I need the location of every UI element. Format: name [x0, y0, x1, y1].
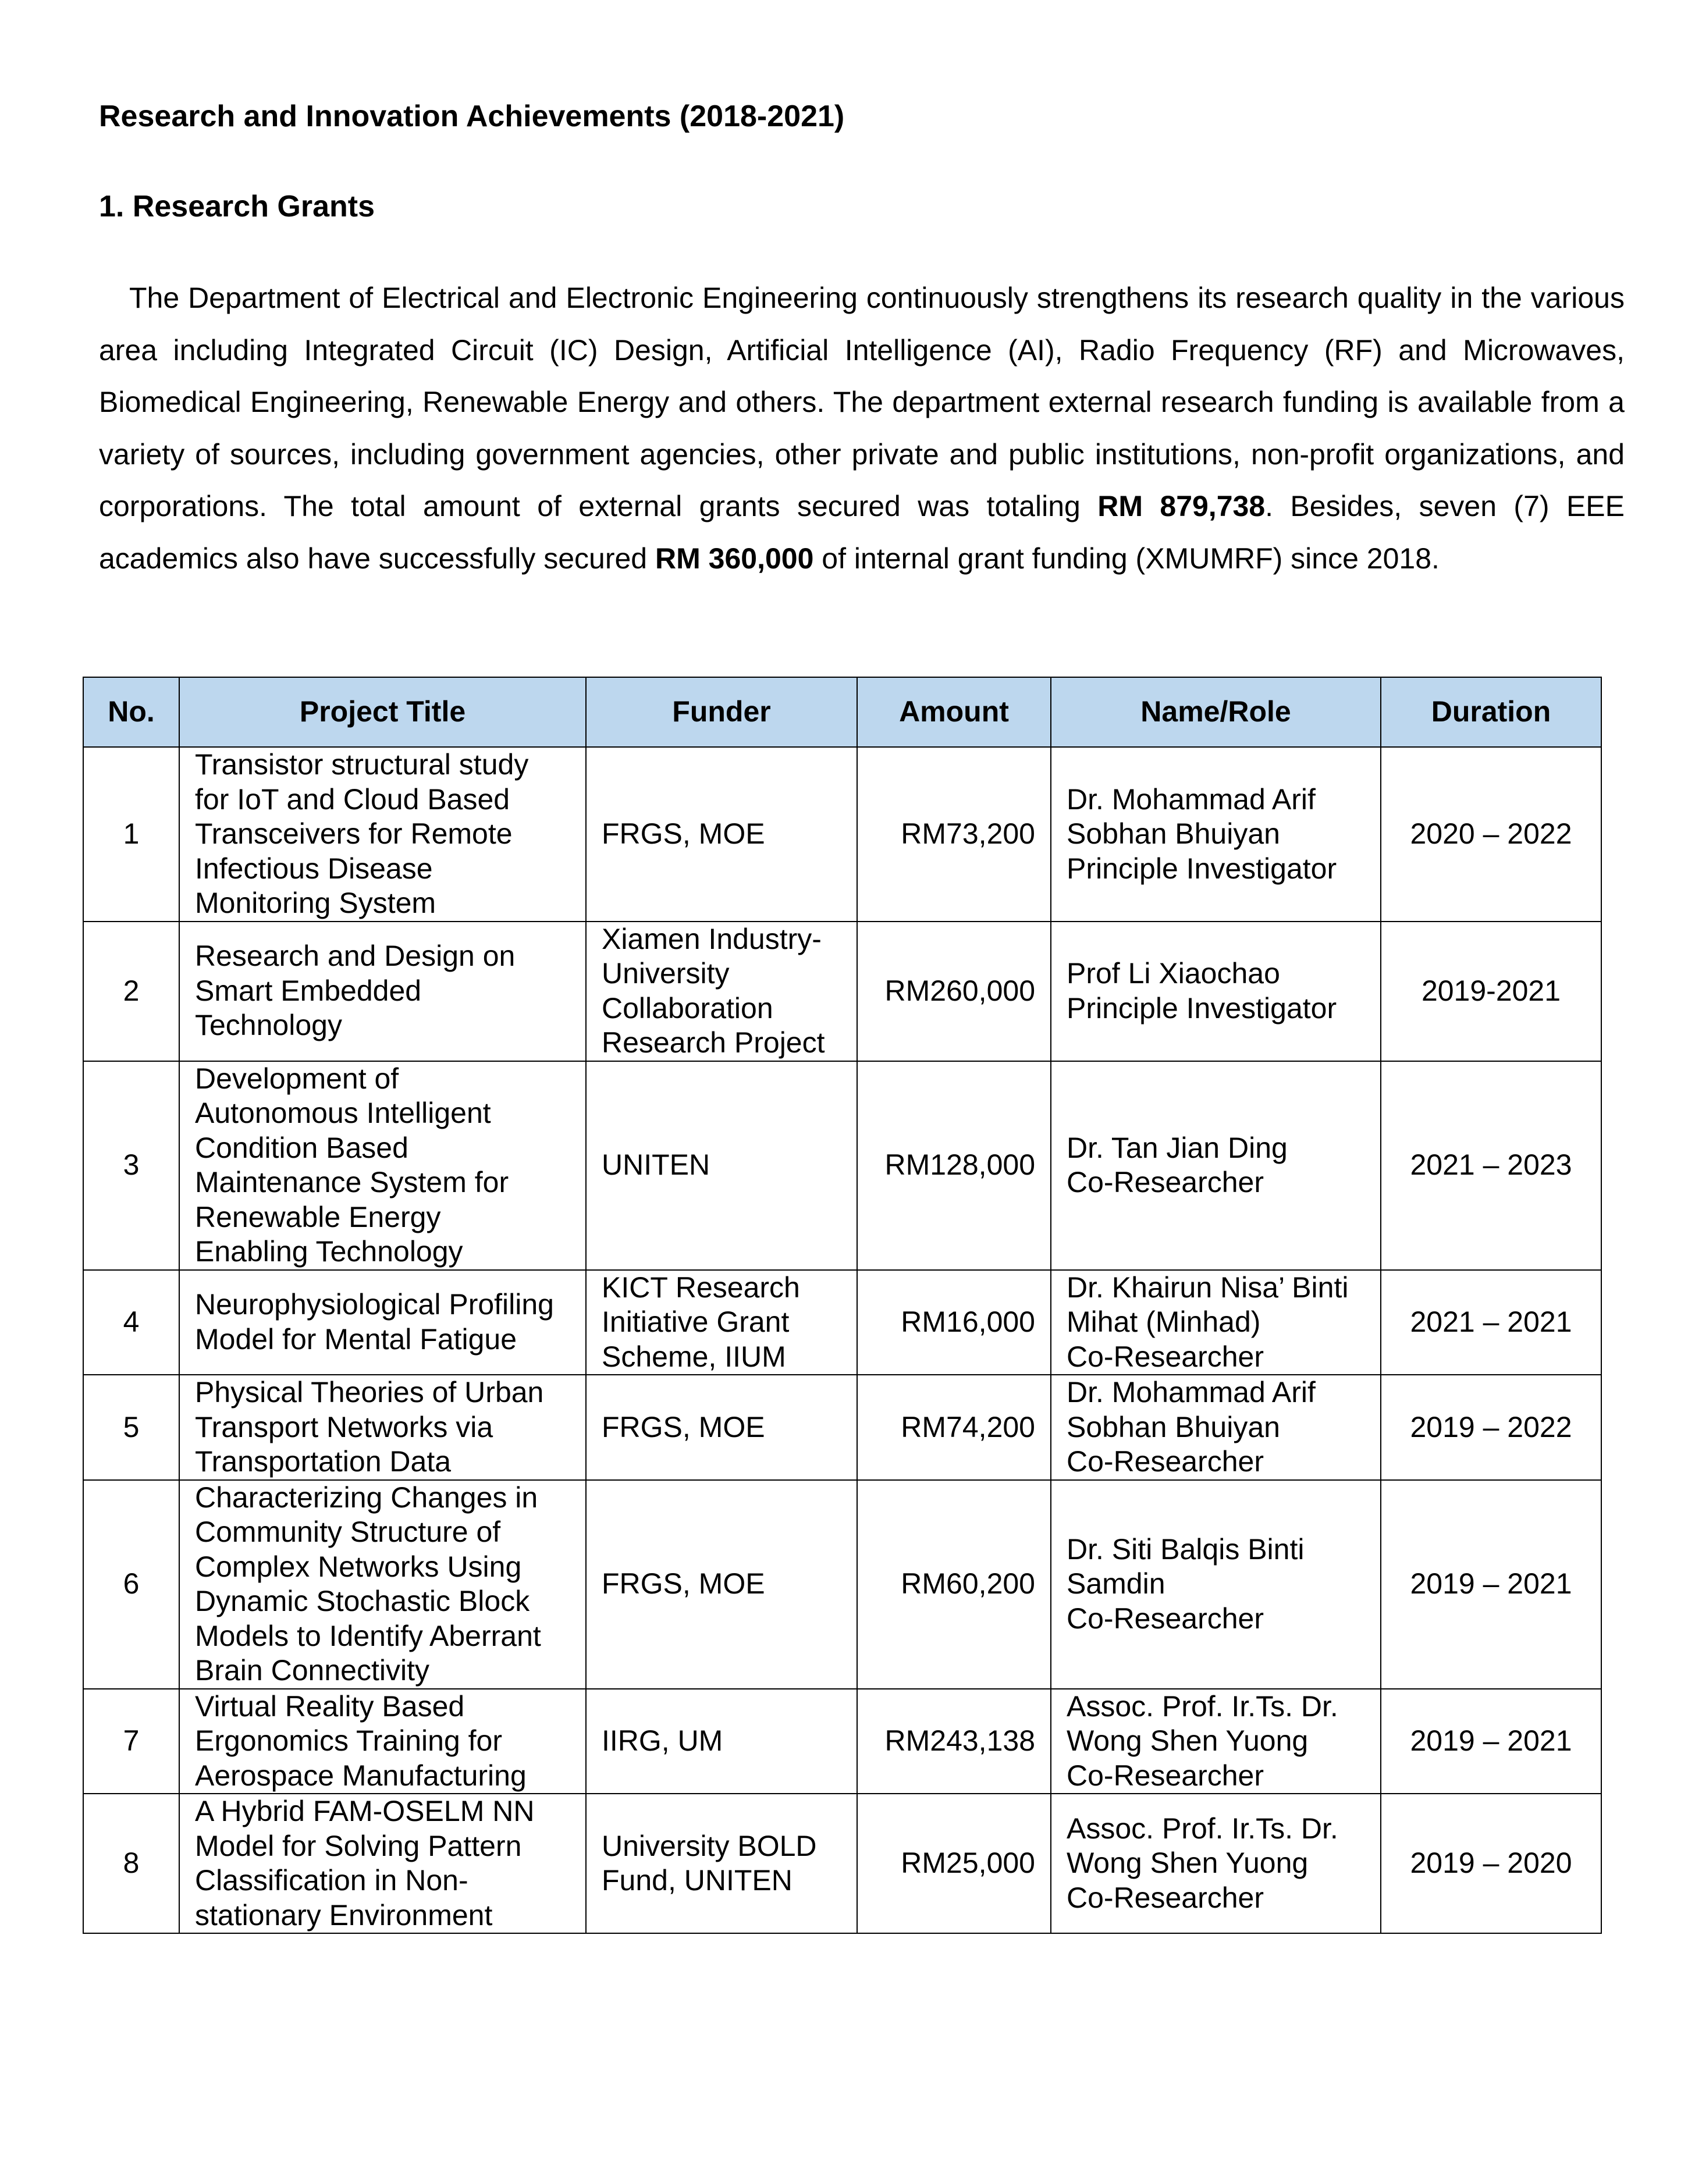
cell-amount-text: RM128,000 [884, 1148, 1035, 1182]
cell-name-role [1051, 1689, 1381, 1794]
cell-duration-text: 2019 – 2021 [1410, 1567, 1572, 1600]
cell-funder [586, 922, 857, 1061]
cell-duration [1381, 1061, 1601, 1270]
cell-amount [857, 1375, 1051, 1480]
cell-amount-text: RM16,000 [901, 1306, 1035, 1338]
cell-duration-text: 2021 – 2021 [1410, 1306, 1572, 1338]
cell-funder [586, 1375, 857, 1480]
cell-project-title-line: Autonomous Intelligent [195, 1097, 491, 1129]
cell-duration [1381, 747, 1601, 922]
cell-no-text: 6 [123, 1567, 140, 1600]
cell-name-role-line: Principle Investigator [1067, 991, 1337, 1025]
cell-funder [586, 747, 857, 922]
cell-name-role [1051, 1794, 1381, 1933]
cell-funder [586, 1689, 857, 1794]
cell-no-text: 7 [123, 1724, 140, 1757]
intro-text-part2: . Besides, seven (7) EEE academics also have successfully secured [99, 490, 1625, 575]
cell-no [83, 1270, 179, 1375]
header-amount: Amount [857, 677, 1051, 747]
cell-duration-text: 2019 – 2021 [1410, 1724, 1572, 1757]
header-project-title: Project Title [179, 677, 586, 747]
cell-funder-line: Initiative Grant [602, 1306, 790, 1338]
cell-name-role-line: Co-Researcher [1067, 1340, 1264, 1373]
cell-funder-line: FRGS, MOE [602, 817, 765, 850]
cell-name-role-line: Sobhan Bhuiyan [1067, 1410, 1280, 1443]
cell-amount [857, 922, 1051, 1061]
cell-funder-line: University [602, 957, 730, 990]
cell-project-title [179, 1061, 586, 1270]
cell-name-role-line: Prof Li Xiaochao [1067, 957, 1280, 990]
cell-duration [1381, 1689, 1601, 1794]
cell-project-title-line: Monitoring System [195, 887, 436, 919]
table-row [83, 1375, 1601, 1480]
cell-name-role [1051, 1375, 1381, 1480]
cell-duration [1381, 1270, 1601, 1375]
cell-project-title-line: A Hybrid FAM-OSELM NN [195, 1795, 535, 1827]
cell-funder [586, 1794, 857, 1933]
intro-paragraph [99, 272, 1625, 585]
cell-project-title-line: Characterizing Changes in [195, 1481, 538, 1514]
cell-project-title [179, 1480, 586, 1689]
cell-project-title-line: Model for Solving Pattern [195, 1829, 522, 1862]
cell-amount-text: RM260,000 [884, 974, 1035, 1007]
cell-no-text: 5 [123, 1410, 140, 1443]
cell-amount [857, 1794, 1051, 1933]
cell-project-title-line: Complex Networks Using [195, 1550, 522, 1583]
cell-project-title-line: Transceivers for Remote [195, 817, 513, 850]
cell-name-role [1051, 1061, 1381, 1270]
internal-grant-total: RM 360,000 [655, 542, 814, 575]
cell-funder-line: Scheme, IIUM [602, 1340, 786, 1373]
cell-duration [1381, 1794, 1601, 1933]
cell-no [83, 1794, 179, 1933]
cell-project-title-line: Condition Based [195, 1131, 408, 1164]
header-no: No. [83, 677, 179, 747]
cell-project-title-line: Dynamic Stochastic Block [195, 1585, 530, 1617]
cell-project-title-line: Smart Embedded [195, 974, 422, 1007]
cell-name-role-line: Co-Researcher [1067, 1602, 1264, 1635]
cell-duration [1381, 1480, 1601, 1689]
cell-no-text: 8 [123, 1847, 140, 1880]
cell-project-title-line: Enabling Technology [195, 1235, 463, 1268]
cell-no-text: 2 [123, 974, 140, 1007]
cell-project-title-line: Classification in Non- [195, 1864, 468, 1897]
cell-funder-line: Fund, UNITEN [602, 1864, 793, 1897]
table-row [83, 747, 1601, 922]
cell-funder-line: Collaboration [602, 991, 773, 1025]
cell-project-title-line: Physical Theories of Urban [195, 1376, 544, 1408]
cell-amount-text: RM74,200 [901, 1410, 1035, 1443]
table-row [83, 1061, 1601, 1270]
cell-amount [857, 1061, 1051, 1270]
header-duration: Duration [1381, 677, 1601, 747]
cell-project-title-line: stationary Environment [195, 1898, 493, 1932]
cell-project-title-line: Transport Networks via [195, 1410, 493, 1443]
cell-funder-line: Xiamen Industry- [602, 922, 822, 955]
cell-name-role-line: Wong Shen Yuong [1067, 1847, 1309, 1880]
cell-project-title-line: Renewable Energy [195, 1200, 441, 1233]
intro-text-part3: of internal grant funding (XMUMRF) since 2018. [813, 542, 1440, 575]
cell-funder [586, 1061, 857, 1270]
cell-project-title [179, 922, 586, 1061]
cell-funder-line: KICT Research [602, 1271, 800, 1304]
cell-name-role-line: Dr. Mohammad Arif [1067, 1376, 1316, 1408]
cell-name-role-line: Dr. Khairun Nisa’ Binti [1067, 1271, 1349, 1304]
cell-duration-text: 2019-2021 [1421, 974, 1561, 1007]
cell-duration-text: 2021 – 2023 [1410, 1148, 1572, 1182]
cell-name-role [1051, 1480, 1381, 1689]
cell-project-title-line: Research and Design on [195, 940, 516, 973]
section-title: 1. Research Grants [99, 190, 375, 223]
cell-project-title-line: Neurophysiological Profiling [195, 1288, 554, 1321]
cell-project-title-line: Virtual Reality Based [195, 1689, 465, 1723]
intro-text-part1: The Department of Electrical and Electronic Engineering continuously strengthens its research quality in the various area including Integrated Circuit (IC) Design, Artificial Intelligence (AI), Radio Frequency (RF) and Microwaves, Biomedical Engineering, Renewable Energy and others. The department external research funding is available from a variety of sources, including government agencies, other private and public institutions, non-profit organizations, and corporations. The total amount of external grants secured was totaling [99, 282, 1625, 522]
cell-name-role [1051, 1270, 1381, 1375]
cell-project-title-line: Model for Mental Fatigue [195, 1322, 517, 1356]
table-header-row [83, 677, 1601, 747]
cell-project-title-line: Brain Connectivity [195, 1654, 429, 1687]
cell-amount [857, 747, 1051, 922]
cell-amount [857, 1480, 1051, 1689]
cell-name-role-line: Co-Researcher [1067, 1881, 1264, 1914]
cell-no-text: 3 [123, 1148, 140, 1182]
cell-project-title-line: Transportation Data [195, 1445, 452, 1478]
cell-duration-text: 2019 – 2020 [1410, 1847, 1572, 1880]
table-row [83, 922, 1601, 1061]
cell-name-role-line: Dr. Mohammad Arif [1067, 782, 1316, 816]
cell-project-title-line: Transistor structural study [195, 748, 529, 781]
cell-duration-text: 2019 – 2022 [1410, 1410, 1572, 1443]
cell-name-role-line: Mihat (Minhad) [1067, 1306, 1261, 1338]
cell-project-title [179, 1794, 586, 1933]
header-funder: Funder [586, 677, 857, 747]
table-body [83, 747, 1601, 1933]
cell-name-role-line: Dr. Siti Balqis Binti [1067, 1532, 1305, 1566]
cell-project-title-line: Models to Identify Aberrant [195, 1619, 541, 1652]
cell-no [83, 747, 179, 922]
cell-no [83, 922, 179, 1061]
research-grants-table [83, 677, 1602, 1934]
cell-no [83, 1689, 179, 1794]
cell-no [83, 1480, 179, 1689]
cell-funder [586, 1480, 857, 1689]
cell-project-title [179, 1375, 586, 1480]
cell-name-role-line: Assoc. Prof. Ir.Ts. Dr. [1067, 1812, 1338, 1845]
cell-funder-line: FRGS, MOE [602, 1410, 765, 1443]
cell-funder [586, 1270, 857, 1375]
cell-project-title-line: Ergonomics Training for [195, 1724, 503, 1757]
cell-name-role-line: Assoc. Prof. Ir.Ts. Dr. [1067, 1689, 1338, 1723]
cell-project-title [179, 1270, 586, 1375]
cell-amount-text: RM60,200 [901, 1567, 1035, 1600]
cell-name-role-line: Co-Researcher [1067, 1759, 1264, 1792]
cell-no [83, 1375, 179, 1480]
cell-name-role-line: Sobhan Bhuiyan [1067, 817, 1280, 850]
cell-duration [1381, 1375, 1601, 1480]
cell-project-title-line: Technology [195, 1009, 342, 1042]
cell-amount-text: RM243,138 [884, 1724, 1035, 1757]
cell-name-role-line: Principle Investigator [1067, 852, 1337, 885]
document-title: Research and Innovation Achievements (2018-2021) [99, 99, 845, 133]
cell-no-text: 1 [123, 817, 140, 850]
cell-project-title-line: for IoT and Cloud Based [195, 782, 510, 816]
cell-funder-line: FRGS, MOE [602, 1567, 765, 1600]
table-row [83, 1689, 1601, 1794]
cell-project-title-line: Infectious Disease [195, 852, 433, 885]
cell-name-role [1051, 747, 1381, 922]
cell-amount-text: RM25,000 [901, 1847, 1035, 1880]
cell-duration [1381, 922, 1601, 1061]
cell-duration-text: 2020 – 2022 [1410, 817, 1572, 850]
cell-project-title [179, 747, 586, 922]
cell-amount [857, 1270, 1051, 1375]
table-row [83, 1480, 1601, 1689]
table-row [83, 1794, 1601, 1933]
cell-name-role-line: Dr. Tan Jian Ding [1067, 1131, 1288, 1164]
cell-funder-line: University BOLD [602, 1829, 817, 1862]
cell-project-title-line: Development of [195, 1062, 399, 1095]
cell-funder-line: IIRG, UM [602, 1724, 723, 1757]
cell-project-title-line: Community Structure of [195, 1516, 501, 1548]
cell-amount-text: RM73,200 [901, 817, 1035, 850]
cell-project-title-line: Aerospace Manufacturing [195, 1759, 527, 1792]
cell-funder-line: UNITEN [602, 1148, 710, 1182]
cell-no [83, 1061, 179, 1270]
cell-name-role-line: Co-Researcher [1067, 1445, 1264, 1478]
cell-project-title [179, 1689, 586, 1794]
table-row [83, 1270, 1601, 1375]
cell-name-role-line: Wong Shen Yuong [1067, 1724, 1309, 1757]
cell-project-title-line: Maintenance System for [195, 1166, 509, 1198]
cell-name-role-line: Co-Researcher [1067, 1166, 1264, 1198]
cell-no-text: 4 [123, 1306, 140, 1338]
cell-name-role-line: Samdin [1067, 1567, 1165, 1600]
cell-name-role [1051, 922, 1381, 1061]
external-grant-total: RM 879,738 [1097, 490, 1266, 522]
cell-funder-line: Research Project [602, 1026, 825, 1059]
cell-amount [857, 1689, 1051, 1794]
header-name-role: Name/Role [1051, 677, 1381, 747]
